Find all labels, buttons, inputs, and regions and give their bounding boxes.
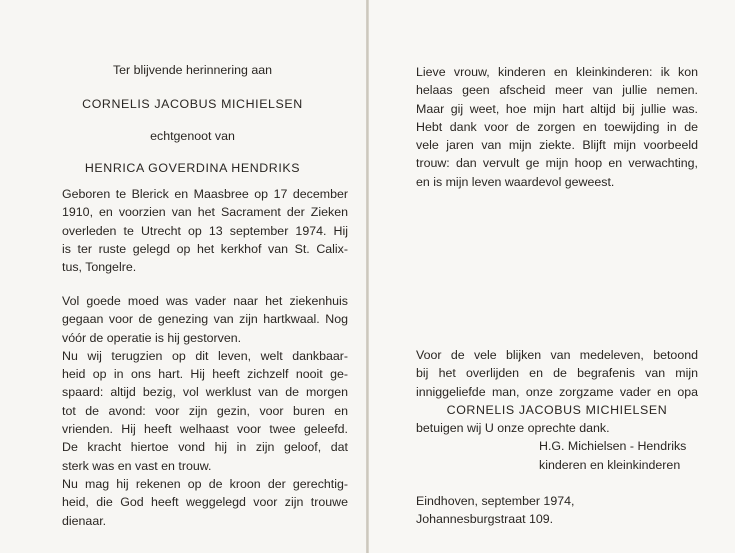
deceased-name: CORNELIS JACOBUS MICHIELSEN	[82, 97, 303, 111]
reflection-line: tot de avond: voor zijn gezin, voor buren en	[62, 403, 348, 418]
thanks-line: inniggeliefde man, onze zorgzame vader en opa	[416, 384, 698, 399]
reflection-line: sterk was en vast en trouw.	[62, 458, 212, 473]
thanks-deceased-name: CORNELIS JACOBUS MICHIELSEN	[446, 403, 668, 417]
reflection-line: dienaar.	[62, 513, 107, 528]
farewell-line: helaas geen afscheid meer van jullie nemen.	[416, 83, 698, 98]
biography-line: Geboren te Blerick en Maasbree op 17 december	[62, 187, 348, 201]
farewell-line: en is mijn leven waardevol geweest.	[416, 174, 615, 189]
reflection-line: spaard: altijd bezig, vol werklust van de morgen	[62, 385, 348, 400]
biography-line: overleden te Utrecht op 13 september 1974. Hij	[62, 223, 348, 238]
reflection-paragraph	[62, 292, 348, 530]
reflection-line: Vol goede moed was vader naar het ziekenhuis	[62, 294, 348, 308]
farewell-line: Hebt dank voor de zorgen en toewijding in de	[416, 119, 698, 134]
place-date: Eindhoven, september 1974,	[416, 494, 575, 508]
thanks-closing: betuigen wij U onze oprechte dank.	[416, 421, 610, 435]
family-members: kinderen en kleinkinderen	[539, 458, 681, 472]
card-fold	[366, 0, 369, 553]
spouse-name: HENRICA GOVERDINA HENDRIKS	[84, 161, 301, 175]
farewell-line: trouw: dan vervult ge mijn hoop en verwachting,	[416, 156, 698, 171]
remembrance-heading: Ter blijvende herinnering aan	[112, 63, 273, 77]
biography-line: tus, Tongelre.	[62, 260, 137, 275]
thanks-line: bij het overlijden en de begrafenis van mijn	[416, 366, 698, 381]
farewell-line: Lieve vrouw, kinderen en kleinkinderen: ik kon	[416, 65, 698, 79]
address: Johannesburgstraat 109.	[416, 512, 554, 526]
reflection-line: heid, die God heeft weggelegd voor zijn trouwe	[62, 495, 348, 510]
reflection-line: Nu wij terugzien op dit leven, welt dankbaar-	[62, 348, 348, 363]
farewell-line: Maar gij weet, hoe mijn hart altijd bij jullie was.	[416, 101, 698, 116]
biography-line: 1910, en voorzien van het Sacrament der Zieken	[62, 205, 348, 220]
reflection-line: vóór de operatie is hij gestorven.	[62, 330, 242, 345]
thanks-paragraph	[416, 346, 698, 401]
spouse-of-label: echtgenoot van	[150, 129, 235, 143]
thanks-line: Voor de vele blijken van medeleven, betoond	[416, 348, 698, 362]
family-signature: H.G. Michielsen - Hendriks	[539, 439, 687, 453]
biography-line: is ter ruste gelegd op het kerkhof van St. Calix-	[62, 241, 348, 256]
farewell-line: vele jaren van mijn ziekte. Blijft mijn voorbeeld	[416, 138, 698, 153]
reflection-line: Nu mag hij rekenen op de kroon der gerechtig-	[62, 476, 348, 491]
biography-paragraph	[62, 185, 348, 276]
reflection-line: heid op in ons hart. Hij heeft zichzelf nooit ge-	[62, 367, 348, 382]
reflection-line: De kracht hiertoe vond hij in zijn geloof, dat	[62, 440, 348, 455]
reflection-line: vrienden. Hij heeft welhaast voor twee geleefd.	[62, 422, 348, 437]
farewell-paragraph	[416, 63, 698, 191]
reflection-line: gegaan voor de genezing van zijn hartkwaal. Nog	[62, 312, 348, 327]
